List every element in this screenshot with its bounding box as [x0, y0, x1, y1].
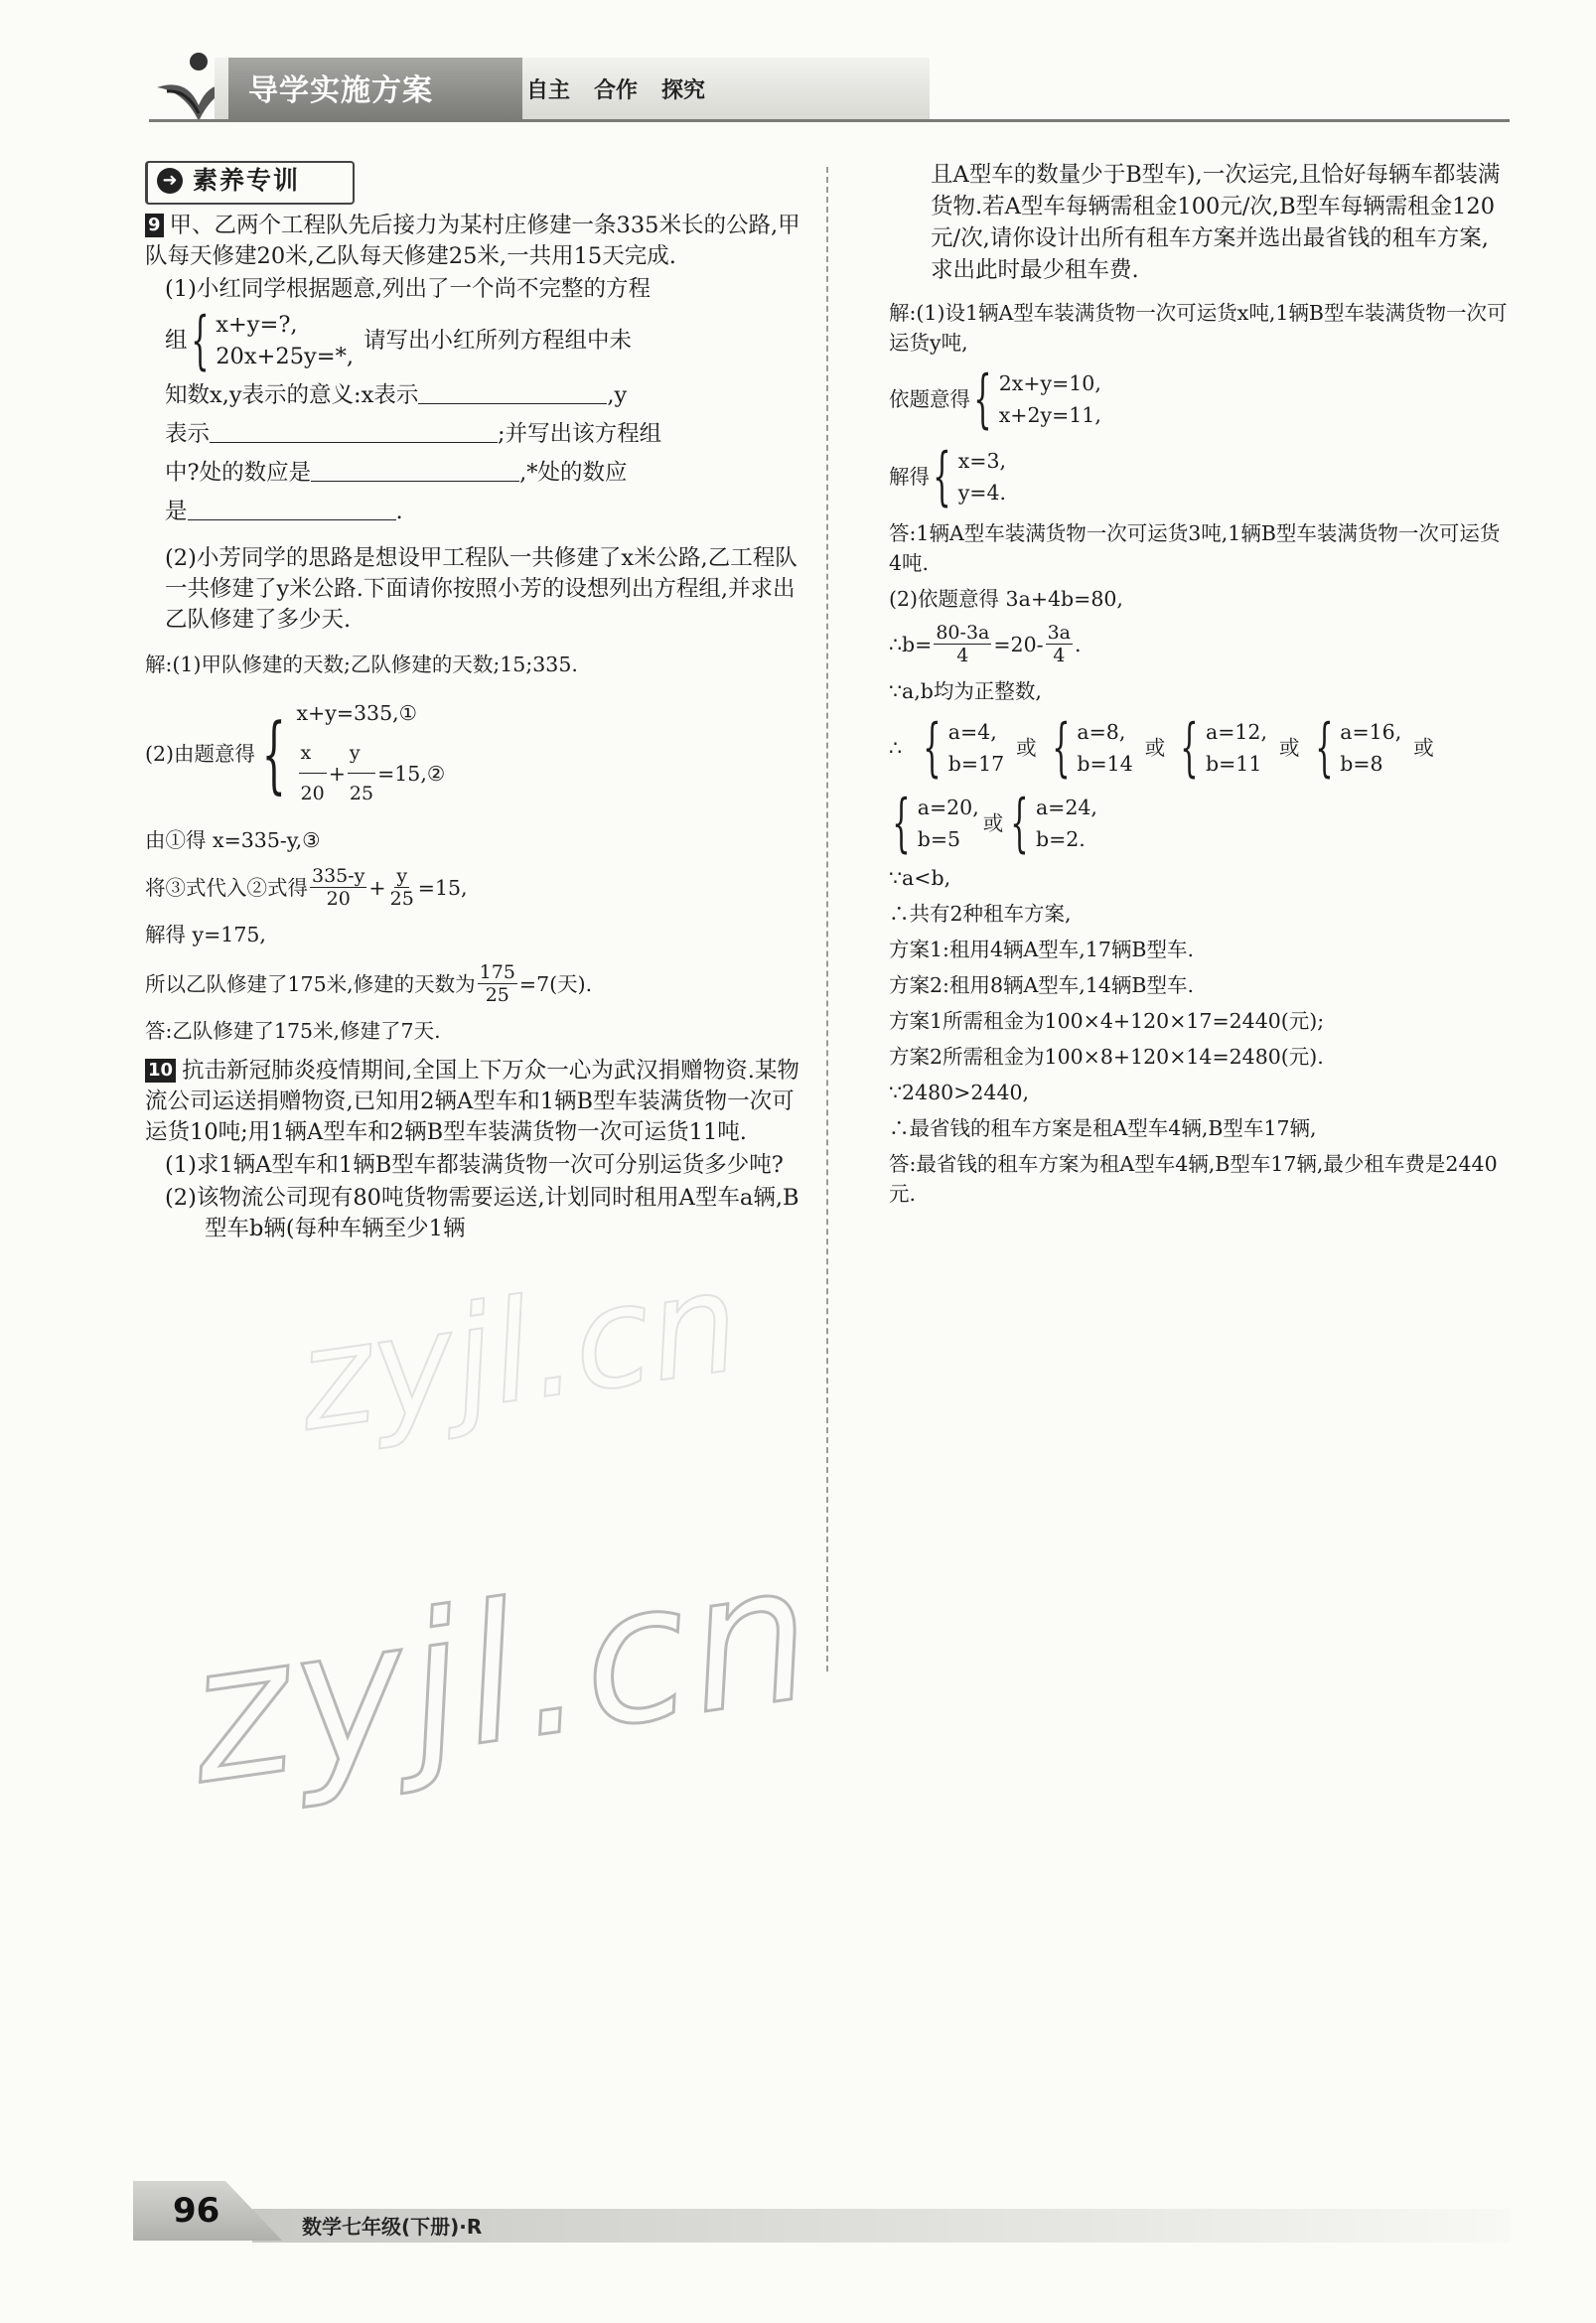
- question-9-solution: [145, 650, 804, 1046]
- column-divider: [826, 167, 828, 1671]
- solution-line: ∴共有2种租车方案,: [889, 902, 1072, 926]
- equation-system: { x+y=?, 20x+25y=*,: [190, 304, 355, 377]
- solution-line: 方案1:租用4辆A型车,17辆B型车.: [889, 938, 1194, 961]
- page-header: [139, 52, 1510, 129]
- section-title: 素养专训: [193, 166, 301, 195]
- question-10-solution: [889, 298, 1510, 1209]
- solution-system: 依题意得 { 2x+y=10, x+2y=11,: [889, 363, 1101, 436]
- solution-line: 方案1所需租金为100×4+120×17=2440(元);: [889, 1009, 1325, 1033]
- header-title: 导学实施方案: [248, 73, 433, 108]
- question-9-blank-line-4: 是 .: [165, 499, 403, 524]
- question-10-part1: (1)求1辆A型车和1辆B型车都装满货物一次可分别运货多少吨?: [165, 1152, 784, 1178]
- solution-system: 解得 { x=3, y=4.: [889, 440, 1007, 513]
- question-10-stem: 10 抗击新冠肺炎疫情期间,全国上下万众一心为武汉捐赠物资.某物流公司运送捐赠物资,已知用2辆A型车和1辆B型车装满货物一次可运货10吨;用1辆A型车和2辆B型车装满货物一次可运货11吨.: [145, 1058, 799, 1145]
- solution-line: 答:乙队修建了175米,修建了7天.: [145, 1019, 441, 1043]
- header-tag-explore: 探究: [661, 78, 706, 103]
- solution-line: ∵a<b,: [889, 866, 951, 890]
- question-9-blank-line-1: 知数x,y表示的意义:x表示 ,y: [165, 382, 628, 408]
- solution-line: ∴最省钱的租车方案是租A型车4辆,B型车17辆,: [889, 1116, 1317, 1140]
- question-number: 10: [145, 1059, 176, 1083]
- answer-blank[interactable]: [188, 498, 396, 520]
- page-number: 96: [173, 2191, 220, 2231]
- solution-line: ∵a,b均为正整数,: [889, 679, 1042, 703]
- solution-cases-row-2: { a=20, b=5 或 { a=24, b=2.: [892, 787, 1097, 860]
- question-number: 9: [145, 214, 164, 237]
- header-tag-self: 自主: [526, 78, 571, 103]
- question-9-stem: 9 甲、乙两个工程队先后接力为某村庄修建一条335米长的公路,甲队每天修建20米,乙队每天修建25米,一共用15天完成.: [145, 213, 800, 269]
- solution-line: 方案2:租用8辆A型车,14辆B型车.: [889, 973, 1194, 997]
- solution-line: ∵2480>2440,: [889, 1081, 1030, 1104]
- answer-blank[interactable]: [311, 459, 519, 482]
- question-10-part2-left: (2)该物流公司现有80吨货物需要运送,计划同时租用A型车a辆,B型车b辆(每种车辆至少1辆: [165, 1185, 799, 1241]
- book-title: 数学七年级(下册)·R: [302, 2215, 483, 2239]
- solution-line: 解得 y=175,: [145, 923, 266, 946]
- right-column: [889, 159, 1510, 1209]
- solution-line: 答:最省钱的租车方案为租A型车4辆,B型车17辆,最少租车费是2440元.: [889, 1152, 1498, 1206]
- watermark: zyjl.cn: [176, 1522, 828, 1826]
- question-9-part2: (2)小芳同学的思路是想设甲工程队一共修建了x米公路,乙工程队一共修建了y米公路.下面请你按照小芳的设想列出方程组,并求出乙队修建了多少天.: [165, 545, 798, 633]
- left-column: [145, 159, 804, 1244]
- arrow-right-icon: ➜: [157, 168, 183, 194]
- solution-line: 答:1辆A型车装满货物一次可运货3吨,1辆B型车装满货物一次可运货4吨.: [889, 521, 1501, 575]
- solution-line: 由①得 x=335-y,③: [145, 828, 321, 852]
- solution-line: 解:(1)甲队修建的天数;乙队修建的天数;15;335.: [145, 653, 578, 676]
- solution-line: 方案2所需租金为100×8+120×14=2480(元).: [889, 1045, 1324, 1069]
- solution-cases-row-1: ∴ { a=4, b=17 或 { a=8, b=14 或 { a=12, b=11 或 { a=16, b=8 或: [889, 711, 1434, 785]
- section-header: [145, 159, 804, 203]
- answer-blank[interactable]: [210, 420, 498, 443]
- solution-line: ∴b= $\frac{80-3a}{4}$ =20- $\frac{3a}{4}$ .: [889, 622, 1082, 666]
- solution-line: 将③式代入②式得 $\frac{335-y}{20}$ + $\frac{y}{25}$ =15,: [145, 865, 468, 910]
- solution-line: 解:(1)设1辆A型车装满货物一次可运货x吨,1辆B型车装满货物一次可运货y吨,: [889, 301, 1508, 355]
- page-footer: [133, 2181, 1510, 2245]
- question-9-part1: (1)小红同学根据题意,列出了一个尚不完整的方程: [165, 276, 652, 302]
- solution-line: 所以乙队修建了175米,修建的天数为 $\frac{175}{25}$ =7(天).: [145, 961, 593, 1006]
- solution-line: (2)依题意得 3a+4b=80,: [889, 587, 1123, 611]
- question-9-system: 组 { x+y=?, 20x+25y=*, 请写出小红所列方程组中未: [165, 304, 633, 377]
- answer-blank[interactable]: [418, 381, 607, 404]
- header-rule: [149, 119, 1510, 122]
- question-9-blank-line-3: 中?处的数应是 ,*处的数应: [165, 460, 628, 486]
- watermark-faint: zyjl.cn: [288, 1240, 749, 1464]
- question-10-part2-right: 且A型车的数量少于B型车),一次运完,且恰好每辆车都装满货物.若A型车每辆需租金100元/次,B型车每辆需租金120元/次,请你设计出所有租车方案并选出最省钱的租车方案,求出此时最少租车费.: [931, 162, 1501, 283]
- question-9-blank-line-2: 表示 ;并写出该方程组: [165, 421, 662, 447]
- solution-system: (2)由题意得 { x+y=335,① $\frac{x}{20}$ + $\frac{y}{25}$ =15,②: [145, 701, 446, 804]
- header-tag-cooperate: 合作: [594, 78, 639, 103]
